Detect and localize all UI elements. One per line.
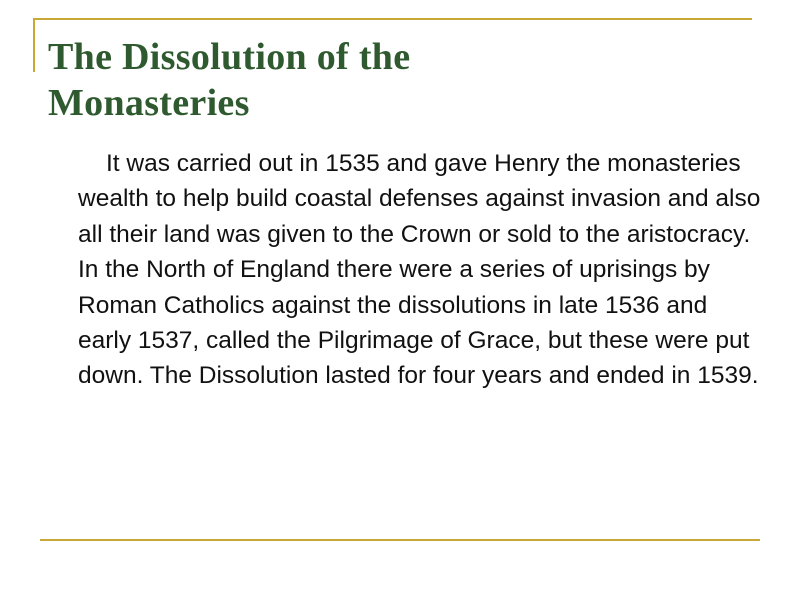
bottom-rule: [40, 539, 760, 541]
left-rule: [33, 18, 35, 72]
top-rule: [35, 18, 752, 20]
slide-title: The Dissolution of the Monasteries: [48, 36, 411, 124]
slide-body-text: It was carried out in 1535 and gave Henry the monasteries wealth to help build coastal defenses against invasion and also all their land was given to the Crown or sold to the aristocracy. In the North of England there were a series of uprisings by Roman Catholics against the dissolutions in late 1536 and early 1537, called the Pilgrimage of Grace, but these were put down. The Dissolution lasted for four years and ended in 1539.: [78, 150, 761, 390]
